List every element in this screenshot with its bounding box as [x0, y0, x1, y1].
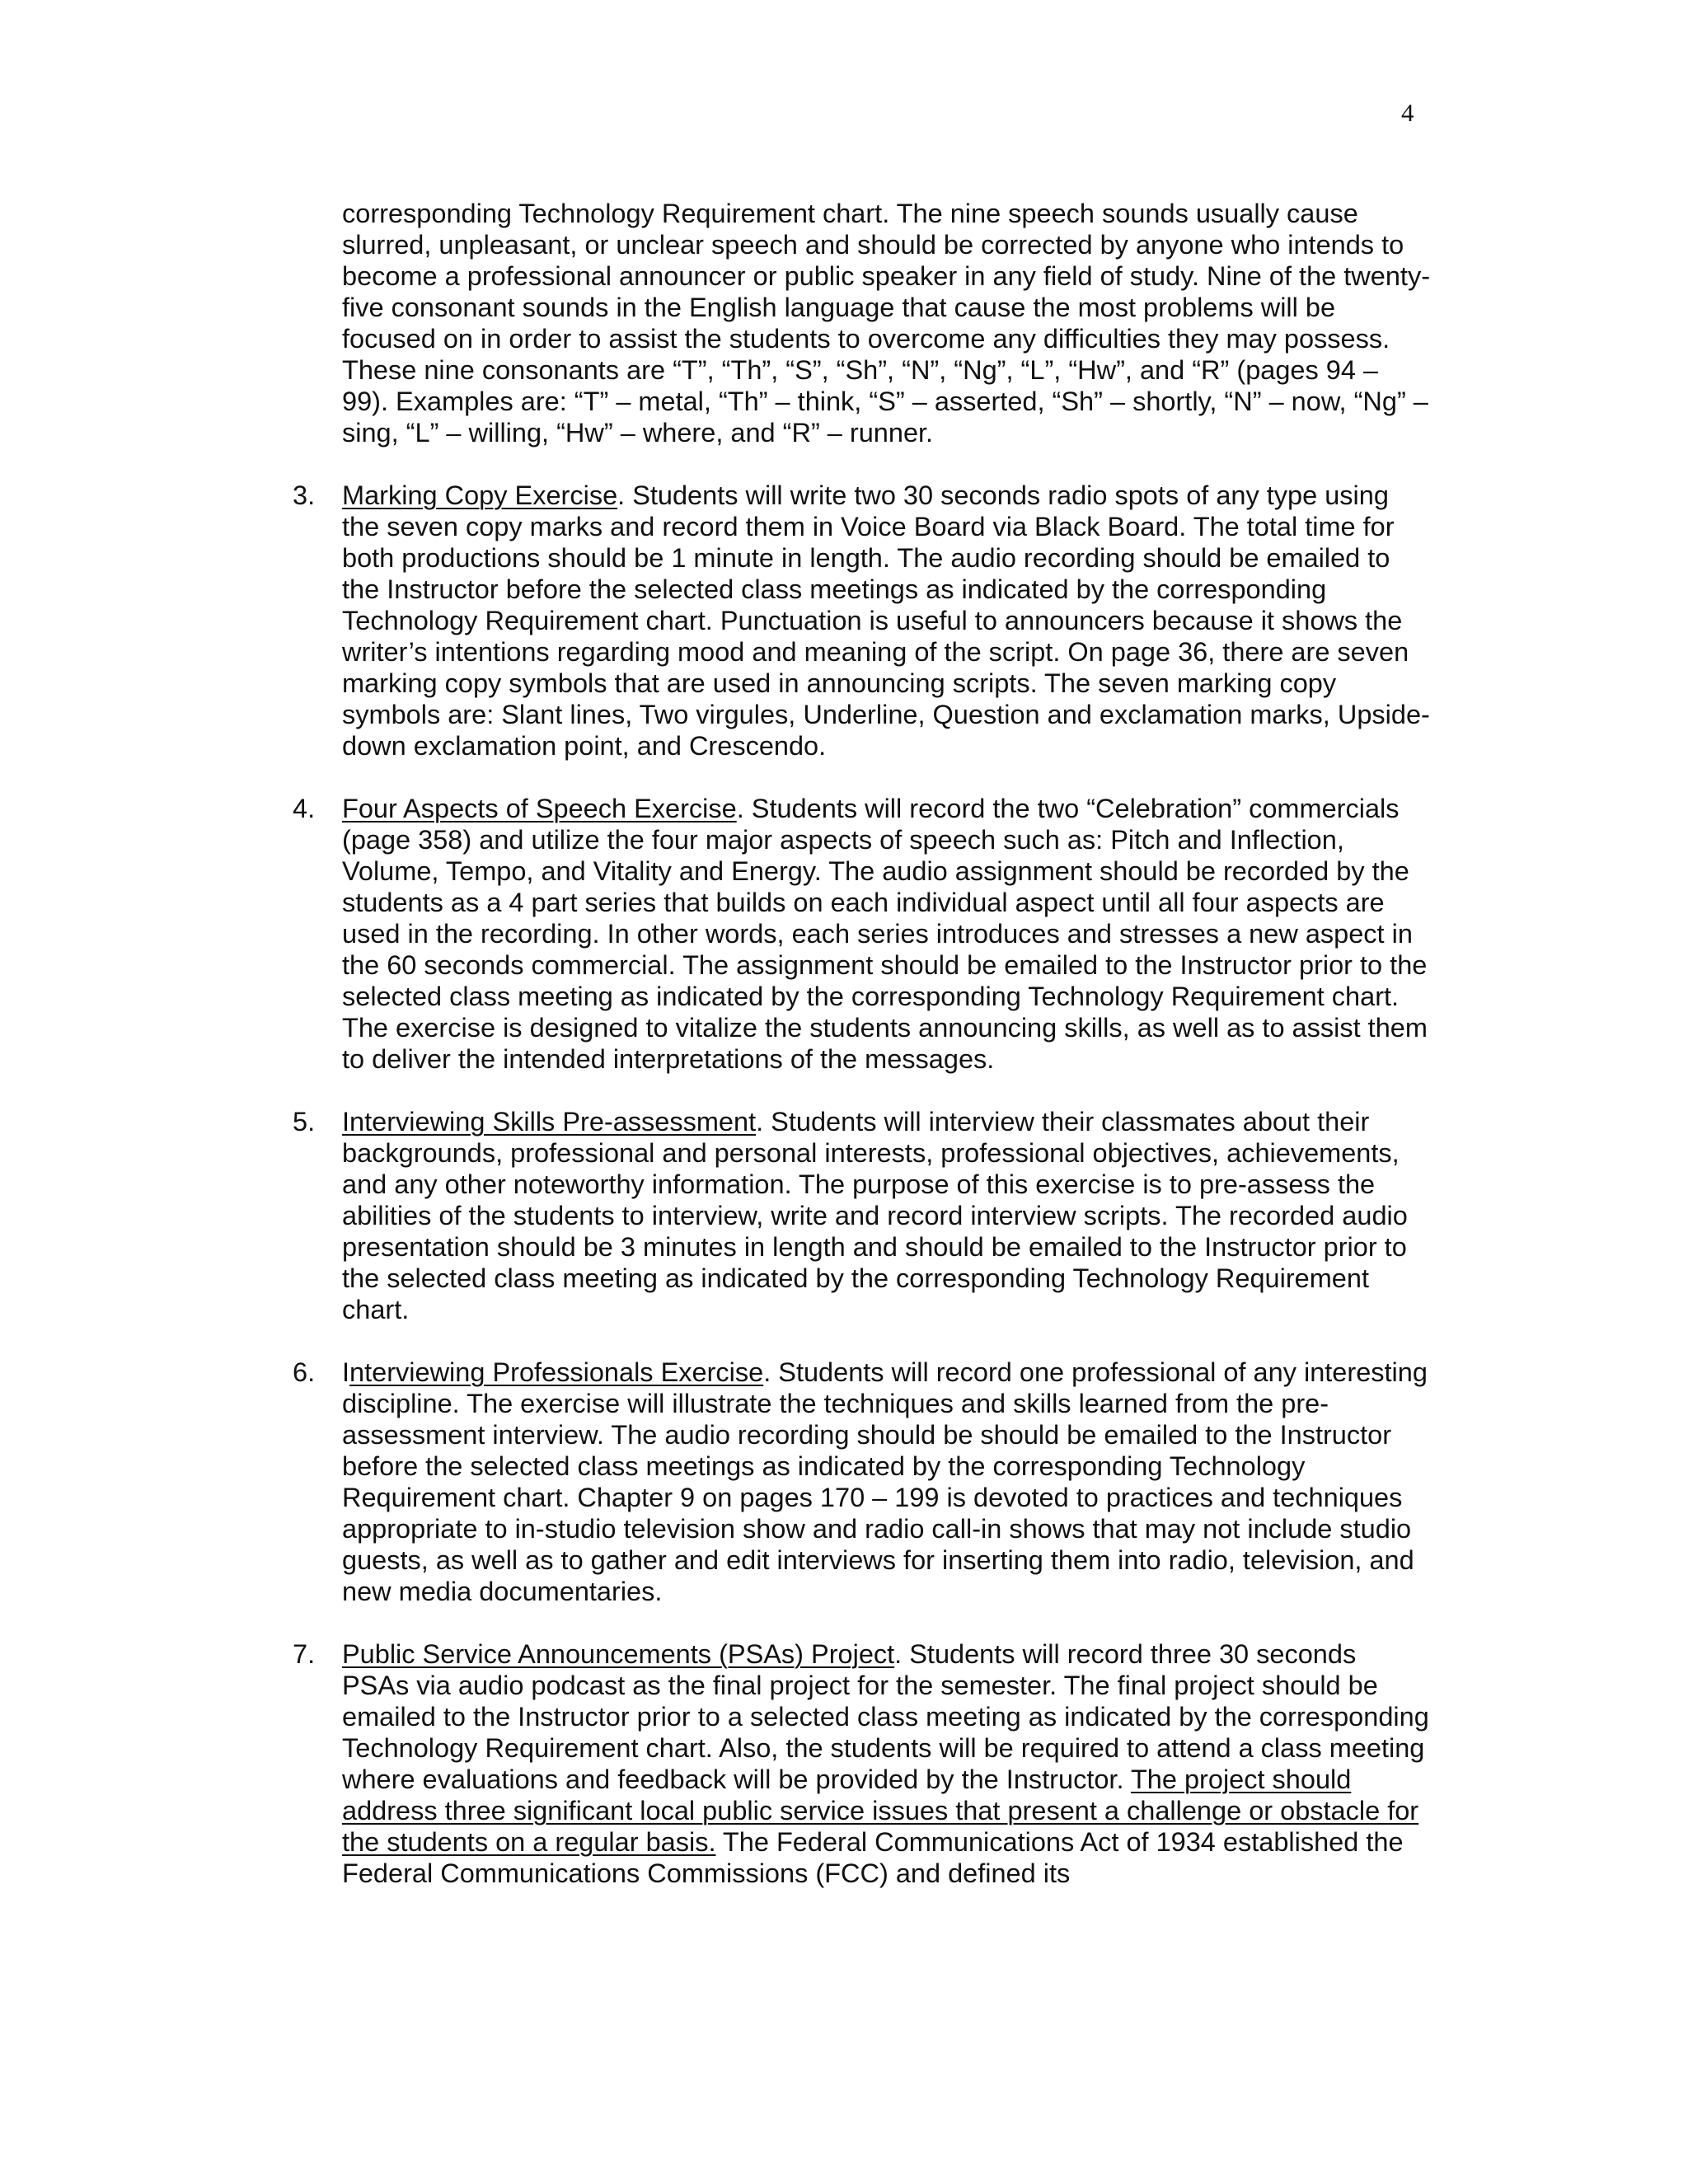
list-item-body: . Students will record one professional of any interesting discipline. The exercise will illustrate the techniques and skills learned from the pre-assessment interview. The audio recording should be should be emailed to the Instructor before the selected class meetings as indicated by the corresponding Technology Requirement chart. Chapter 9 on pages 170 – 199 is devoted to practices and techniques appropriate to in-studio television show and radio call-in shows that may not include studio guests, as well as to gather and edit interviews for inserting them into radio, television, and new media documentaries.: [342, 1357, 1428, 1606]
list-item: [293, 1638, 1430, 1889]
list-item-body: . Students will record three 30 seconds PSAs via audio podcast as the final project for the semester. The final project should be emailed to the Instructor prior to a selected class meeting as indicated by the corresponding Technology Requirement chart. Also, the students will be required to attend a class meeting where evaluations and feedback will be provided by the Instructor.: [342, 1639, 1429, 1794]
list-item-number: 7.: [293, 1639, 316, 1669]
list-item-number: 5.: [293, 1107, 316, 1137]
list-item-body: . Students will record the two “Celebration” commercials (page 358) and utilize the four major aspects of speech such as: Pitch and Inflection, Volume, Tempo, and Vitality and Energy. The audio assignment should be recorded by the students as a 4 part series that builds on each individual aspect until all four aspects are used in the recording. In other words, each series introduces and stresses a new aspect in the 60 seconds commercial. The assignment should be emailed to the Instructor prior to the selected class meeting as indicated by the corresponding Technology Requirement chart. The exercise is designed to vitalize the students announcing skills, as well as to assist them to deliver the intended interpretations of the messages.: [342, 794, 1428, 1074]
list-item: [293, 1357, 1430, 1607]
page-number: 4: [1401, 98, 1414, 127]
list-item-title: Interviewing Skills Pre-assessment: [342, 1107, 757, 1137]
list-item-title: Marking Copy Exercise: [342, 480, 618, 510]
list-item-title: Public Service Announcements (PSAs) Project: [342, 1639, 895, 1669]
list-item-text: [342, 480, 1430, 761]
list-item-number: 6.: [293, 1357, 316, 1387]
list-item-title-prefix: I: [342, 1357, 350, 1387]
list-item-number: 3.: [293, 480, 316, 510]
list-item: [293, 793, 1430, 1075]
list-item-text: [342, 794, 1428, 1074]
list-item-number: 4.: [293, 794, 316, 823]
list-item-text: [342, 1639, 1429, 1888]
list-item-text: [342, 1107, 1408, 1324]
list-item-body-continued: The Federal Communications Act of 1934 established the Federal Communications Commissions (FCC) and defined its: [342, 1827, 1404, 1888]
list-item: [293, 480, 1430, 762]
list-item-body: . Students will write two 30 seconds radio spots of any type using the seven copy marks and record them in Voice Board via Black Board. The total time for both productions should be 1 minute in length. The audio recording should be emailed to the Instructor before the selected class meetings as indicated by the corresponding Technology Requirement chart. Punctuation is useful to announcers because it shows the writer’s intentions regarding mood and meaning of the script. On page 36, there are seven marking copy symbols that are used in announcing scripts. The seven marking copy symbols are: Slant lines, Two virgules, Underline, Question and exclamation marks, Upside-down exclamation point, and Crescendo.: [342, 480, 1430, 761]
continuation-paragraph: corresponding Technology Requirement chart. The nine speech sounds usually cause slurred, unpleasant, or unclear speech and should be corrected by anyone who intends to become a professional announcer or public speaker in any field of study. Nine of the twenty-five consonant sounds in the English language that cause the most problems will be focused on in order to assist the students to overcome any difficulties they may possess. These nine consonants are “T”, “Th”, “S”, “Sh”, “N”, “Ng”, “L”, “Hw”, and “R” (pages 94 – 99). Examples are: “T” – metal, “Th” – think, “S” – asserted, “Sh” – shortly, “N” – now, “Ng” – sing, “L” – willing, “Hw” – where, and “R” – runner.: [342, 199, 1431, 448]
list-item-title: nterviewing Professionals Exercise: [349, 1357, 764, 1387]
list-item-text: [342, 1357, 1428, 1606]
list-item: [293, 1106, 1430, 1325]
list-item-body: . Students will interview their classmates about their backgrounds, professional and personal interests, professional objectives, achievements, and any other noteworthy information. The purpose of this exercise is to pre-assess the abilities of the students to interview, write and record interview scripts. The recorded audio presentation should be 3 minutes in length and should be emailed to the Instructor prior to the selected class meeting as indicated by the corresponding Technology Requirement chart.: [342, 1107, 1408, 1324]
underlined-requirement: The project should address three significant local public service issues that present a challenge or obstacle for the students on a regular basis.: [342, 1765, 1419, 1857]
document-body: [293, 198, 1431, 1920]
list-item-title: Four Aspects of Speech Exercise: [342, 794, 737, 823]
